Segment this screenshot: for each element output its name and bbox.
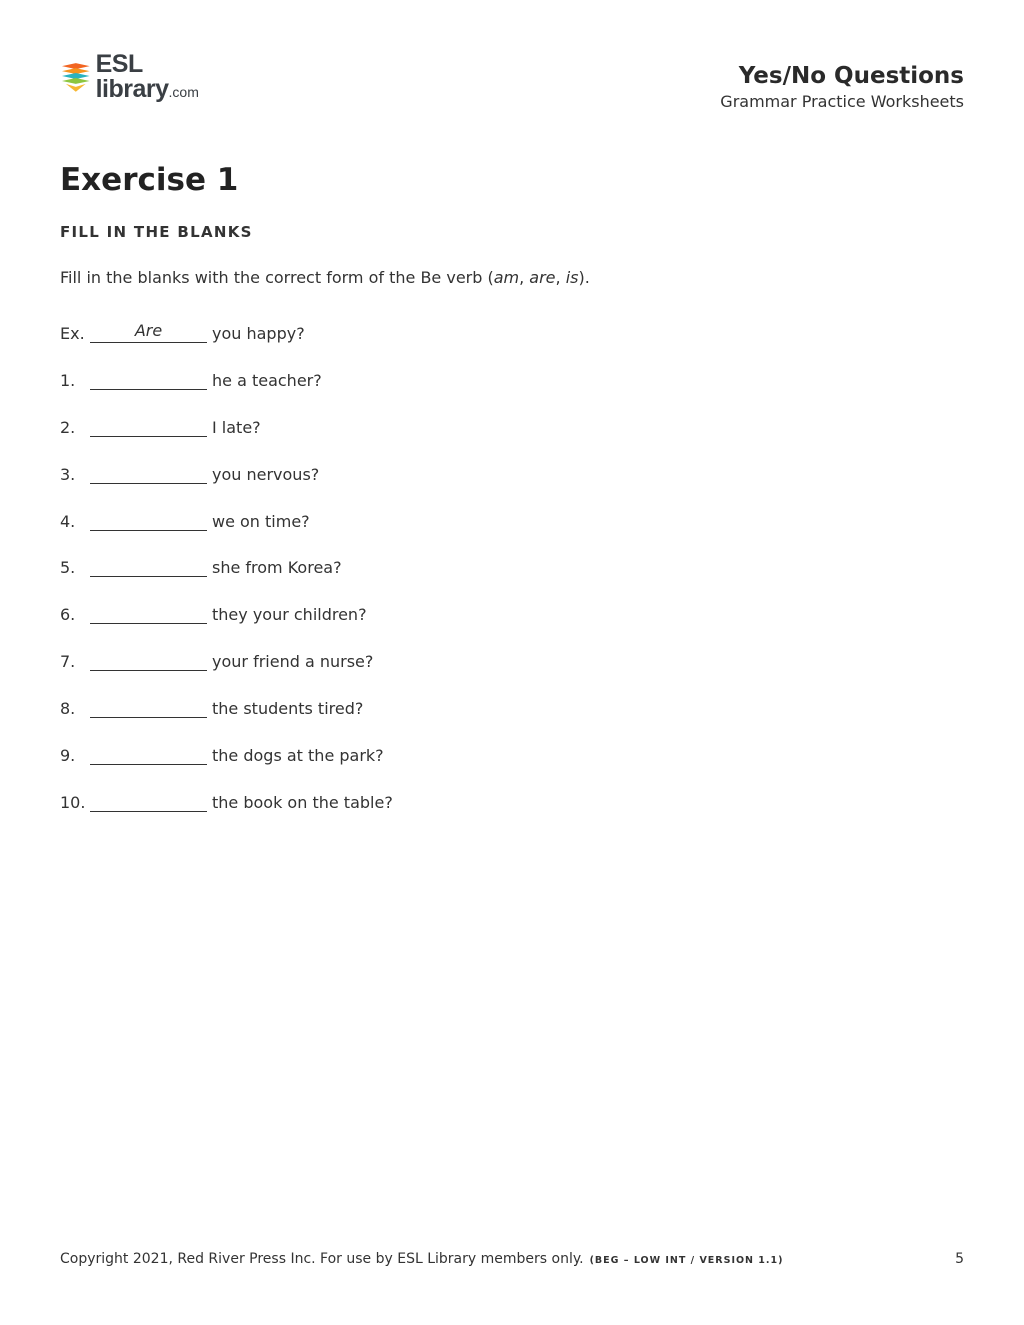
example-label: Ex. [60,324,85,343]
question-row [60,413,261,437]
worksheet-title: Yes/No Questions [738,63,964,89]
answer-blank[interactable] [90,512,207,531]
example-answer: Are [134,321,163,340]
question-row [60,600,367,624]
answer-blank[interactable] [90,793,207,812]
book-stack-icon [60,60,92,94]
question-text: I late? [212,418,261,437]
question-number: 3. [60,465,76,484]
question-number: 5. [60,558,76,577]
question-text: the dogs at the park? [212,746,384,765]
answer-blank[interactable] [90,371,207,390]
version-label: (BEG – LOW INT / VERSION 1.1) [589,1255,784,1266]
question-row [60,553,342,577]
question-text: you nervous? [212,465,320,484]
question-number: 9. [60,746,76,765]
question-row [60,741,384,765]
question-text: he a teacher? [212,371,322,390]
question-number: 8. [60,699,76,718]
question-row [60,788,393,812]
question-number: 4. [60,512,76,531]
answer-blank[interactable] [90,746,207,765]
instructions: Fill in the blanks with the correct form of the Be verb (am, are, is). [60,268,590,287]
page-number: 5 [955,1251,964,1267]
question-text: your friend a nurse? [212,652,374,671]
answer-blank[interactable] [90,652,207,671]
question-text: they your children? [212,605,367,624]
question-row [60,366,322,390]
question-row [60,460,319,484]
question-number: 1. [60,371,76,390]
question-number: 2. [60,418,76,437]
example-blank [90,321,207,343]
worksheet-header [720,62,964,113]
answer-blank[interactable] [90,418,207,437]
worksheet-subtitle: Grammar Practice Worksheets [720,92,964,111]
question-row [60,647,373,671]
question-number: 10. [60,793,86,812]
section-label: FILL IN THE BLANKS [60,223,253,241]
question-number: 7. [60,652,76,671]
question-text: you happy? [212,324,305,343]
question-text: she from Korea? [212,558,342,577]
question-text: we on time? [212,512,310,531]
question-row [60,694,363,718]
footer-copyright: Copyright 2021, Red River Press Inc. For use by ESL Library members only. (BEG – LOW INT / VERSION 1.1) [60,1251,784,1267]
esl-library-logo [60,50,250,103]
question-text: the students tired? [212,699,364,718]
exercise-title: Exercise 1 [60,162,239,198]
answer-blank[interactable] [90,558,207,577]
answer-blank[interactable] [90,699,207,718]
answer-blank[interactable] [90,465,207,484]
question-text: the book on the table? [212,793,393,812]
question-row [60,507,310,531]
answer-blank[interactable] [90,605,207,624]
logo-wordmark: ESL library.com [95,50,199,103]
example-row [60,319,305,343]
question-number: 6. [60,605,76,624]
